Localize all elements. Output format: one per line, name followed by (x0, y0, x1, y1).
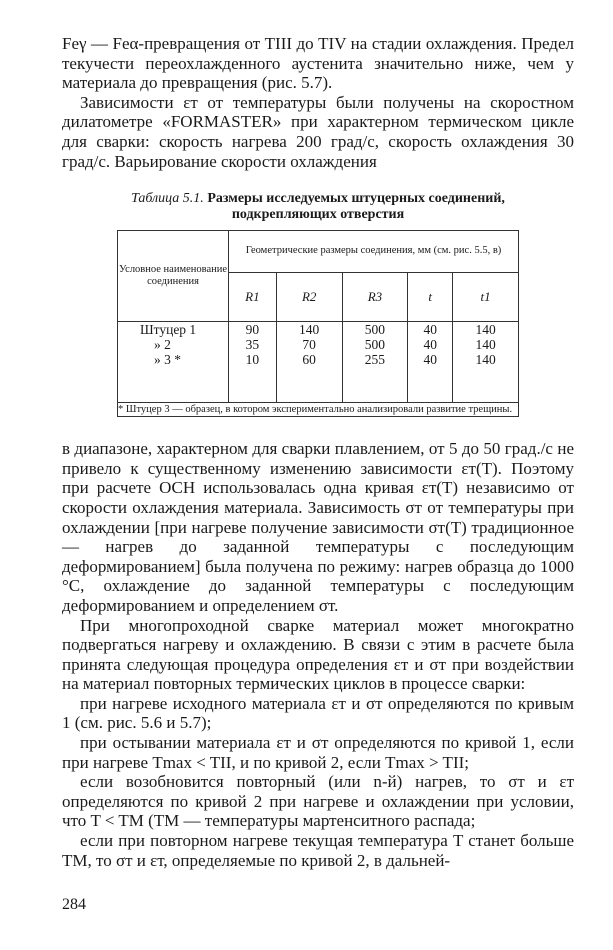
r3-row-3: 255 (364, 352, 386, 368)
r2-row-2: 70 (302, 337, 316, 353)
r1-row-3: 10 (245, 352, 260, 368)
page-number: 284 (62, 896, 86, 913)
paragraph-bottom-4: при остывании материала εт и σт определяются по кривой 1, если при нагреве Tmax < TII, и по кривой 2, если Tmax > TII; (62, 733, 574, 772)
r2-row-1: 140 (299, 322, 320, 338)
cell-r3 (342, 322, 408, 403)
t-row-1: 40 (423, 322, 437, 338)
col-r1: R1 (229, 272, 277, 322)
paragraph-top-2: Зависимости εт от температуры были получены на скоростном дилатометре «FORMASTER» при характерном термическом цикле для сварки: скорость нагрева 200 град/с, скорость охлаждения 30 град/с. Варьирование скорости охлаждения (62, 92, 574, 171)
row-name-1: Штуцер 1 (140, 322, 197, 338)
cell-names (118, 322, 229, 403)
r3-row-1: 500 (364, 322, 386, 338)
table-body (118, 322, 519, 403)
t1-row-1: 140 (475, 322, 496, 338)
paragraph-top-1: Feγ — Feα-превращения от TIII до TIV на стадии охлаждения. Предел текучести переохлажденного аустенита значительно ниже, чем у материала до превращения (рис. 5.7). (62, 34, 574, 93)
paragraph-bottom-5: если возобновится повторный (или n-й) нагрев, то σт и εт определяются по кривой 2 при нагреве и охлаждении при условии, что T < TM (TM — температуры мартенситного распада; (62, 772, 574, 831)
table-caption-label: Таблица 5.1. (131, 191, 204, 207)
col-r3: R3 (342, 272, 408, 322)
r1-row-1: 90 (245, 322, 260, 338)
cell-t1 (453, 322, 519, 403)
t1-row-2: 140 (475, 337, 496, 353)
paragraph-bottom-2: При многопроходной сварке материал может многократно подвергаться нагреву и охлаждению. В связи с этим в расчете была принята следующая процедура определения εт и σт при воздействии на материал повторных термических циклов в процессе сварки: (62, 615, 574, 694)
r2-row-3: 60 (302, 352, 316, 368)
col-t1: t1 (453, 272, 519, 322)
cell-r1 (229, 322, 277, 403)
table-footnote: * Штуцер 3 — образец, в котором экспериментально анализировали развитие трещины. (118, 403, 519, 417)
page-content (62, 34, 574, 870)
r1-row-2: 35 (245, 337, 260, 353)
header-geometry: Геометрические размеры соединения, мм (см. рис. 5.5, в) (229, 231, 519, 272)
paragraph-bottom-3: при нагреве исходного материала εт и σт определяются по кривым 1 (см. рис. 5.6 и 5.7); (62, 693, 574, 733)
paragraph-bottom-1: в диапазоне, характерном для сварки плавлением, от 5 до 50 град./с не привело к существенному изменению зависимости εт(T). Поэтому при расчете ОСН использовалась одна кривая εт(T) независимо от скорости охлаждения материала. Зависимость σт от температуры при охлаждении [при нагреве получение зависимости σт(T) традиционное — нагрев до заданной температуры с последующим деформированием] была получена по режиму: нагрев образца до 1000 °C, охлаждение до заданной температуры с последующим деформированием и определением σт. (62, 439, 574, 615)
col-t: t (408, 272, 453, 322)
t-row-3: 40 (423, 352, 437, 368)
r3-row-2: 500 (364, 337, 386, 353)
t-row-2: 40 (423, 337, 437, 353)
col-r2: R2 (276, 272, 342, 322)
t1-row-3: 140 (475, 352, 496, 368)
header-name: Условное наименование соединения (118, 231, 229, 322)
cell-t (408, 322, 453, 403)
paragraph-bottom-6: если при повторном нагреве текущая температура T станет больше TM, то σт и εт, определяемые по кривой 2, в дальней- (62, 831, 574, 870)
dimensions-table (117, 230, 519, 417)
table-caption (118, 191, 518, 222)
table-caption-text: Размеры исследуемых штуцерных соединений, подкрепляющих отверстия (207, 191, 505, 222)
row-name-3: » 3 * (154, 352, 181, 368)
row-name-2: » 2 (154, 337, 171, 353)
cell-r2 (276, 322, 342, 403)
